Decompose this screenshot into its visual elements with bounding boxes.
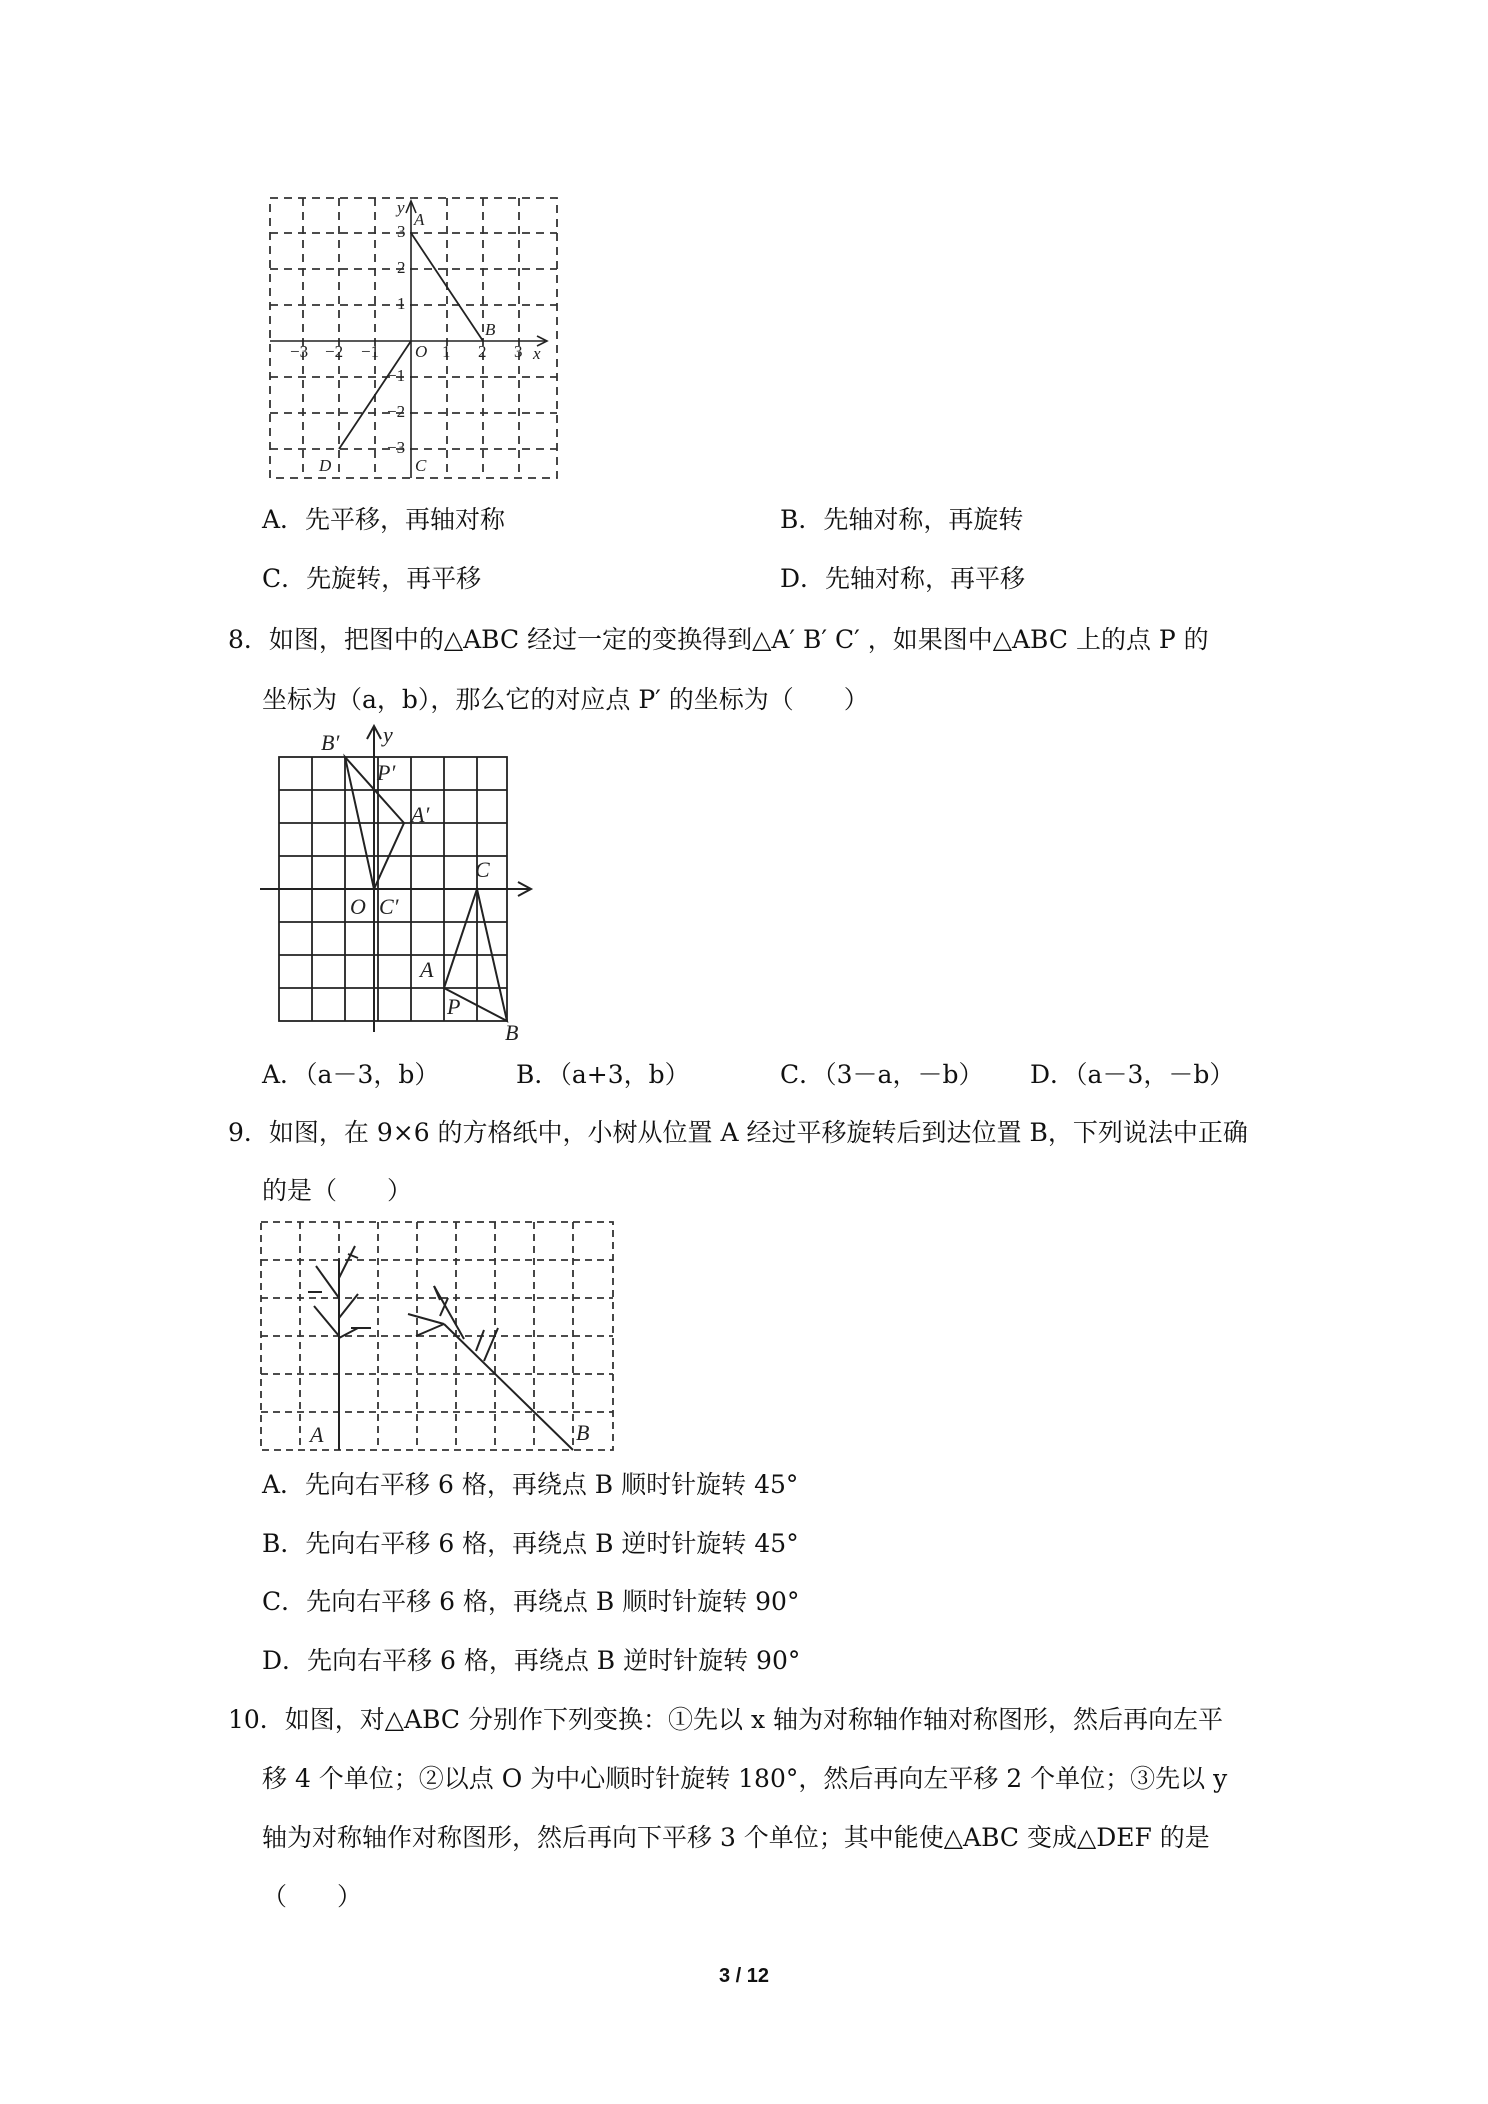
y-axis-label: y [383,722,393,747]
x-tick-n1: −1 [361,342,380,361]
y-tick-3: 3 [397,222,406,241]
tree-a-label: A [310,1422,324,1447]
y-tick-1: 1 [397,294,406,313]
point-a-label: A [414,210,425,229]
q8-figure [255,722,540,1042]
x-axis-label: x [533,344,541,363]
x-tick-3: 3 [514,342,523,361]
point-a-label: A [420,957,434,982]
x-tick-n2: −2 [325,342,344,361]
q8-option-d[interactable]: D．（a－3，－b） [1030,1060,1235,1089]
q9-option-d[interactable]: D．先向右平移 6 格，再绕点 B 逆时针旋转 90° [262,1646,801,1675]
y-tick-2: 2 [397,258,406,277]
q10-stem-line4: （ ） [262,1882,363,1911]
point-a1-label: A′ [411,802,430,827]
y-tick-n2: −2 [387,402,406,421]
q7-option-b[interactable]: B．先轴对称，再旋转 [780,505,1024,534]
tree-b [408,1286,573,1450]
q9-option-b[interactable]: B．先向右平移 6 格，再绕点 B 逆时针旋转 45° [262,1529,799,1558]
x-tick-2: 2 [478,342,487,361]
origin-label: O [350,894,366,919]
point-b1-label: B′ [321,730,340,755]
q8-option-c[interactable]: C．（3－a，－b） [780,1060,984,1089]
y-tick-n3: −3 [387,438,406,457]
x-tick-n3: −3 [290,342,309,361]
q8-stem-line2: 坐标为（a，b），那么它的对应点 P′ 的坐标为（ ） [262,685,869,714]
q9-stem-line2: 的是（ ） [262,1176,413,1205]
q10-stem-line3: 轴为对称轴作对称图形，然后再向下平移 3 个单位；其中能使△ABC 变成△DEF 的是 [262,1823,1210,1852]
q10-stem-line2: 移 4 个单位；②以点 O 为中心顺时针旋转 180°，然后再向左平移 2 个单位；③先以 y [262,1764,1228,1793]
q8-option-a[interactable]: A．（a－3，b） [262,1060,440,1089]
q8-option-b[interactable]: B．（a+3，b） [516,1060,690,1089]
q9-option-a[interactable]: A．先向右平移 6 格，再绕点 B 顺时针旋转 45° [262,1470,799,1499]
q7-figure [265,193,565,483]
point-p1-label: P′ [377,760,396,785]
y-axis-label: y [397,198,405,217]
point-p-label: P [447,994,461,1019]
x-tick-1: 1 [442,342,451,361]
point-b-label: B [485,320,496,339]
q9-stem-line1: 9．如图，在 9×6 的方格纸中，小树从位置 A 经过平移旋转后到达位置 B，下列说法中正确 [228,1118,1248,1147]
point-c-label: C [475,857,490,882]
q8-stem-line1: 8．如图，把图中的△ABC 经过一定的变换得到△A′ B′ C′ ，如果图中△ABC 上的点 P 的 [228,625,1209,654]
tree-a [308,1246,371,1450]
q9-option-c[interactable]: C．先向右平移 6 格，再绕点 B 顺时针旋转 90° [262,1587,800,1616]
q10-stem-line1: 10．如图，对△ABC 分别作下列变换：①先以 x 轴为对称轴作轴对称图形，然后再向左平 [228,1705,1223,1734]
tree-b-label: B [576,1420,590,1445]
origin-label: O [415,342,428,361]
point-d-label: D [319,456,332,475]
page-number: 3 / 12 [718,1965,770,1987]
point-c-label: C [415,456,427,475]
q7-option-c[interactable]: C．先旋转，再平移 [262,564,482,593]
q7-option-d[interactable]: D．先轴对称，再平移 [780,564,1026,593]
y-tick-n1: −1 [387,366,406,385]
point-c1-label: C′ [379,894,399,919]
q9-figure [258,1218,618,1458]
point-b-label: B [505,1020,519,1042]
q7-option-a[interactable]: A．先平移，再轴对称 [262,505,506,534]
